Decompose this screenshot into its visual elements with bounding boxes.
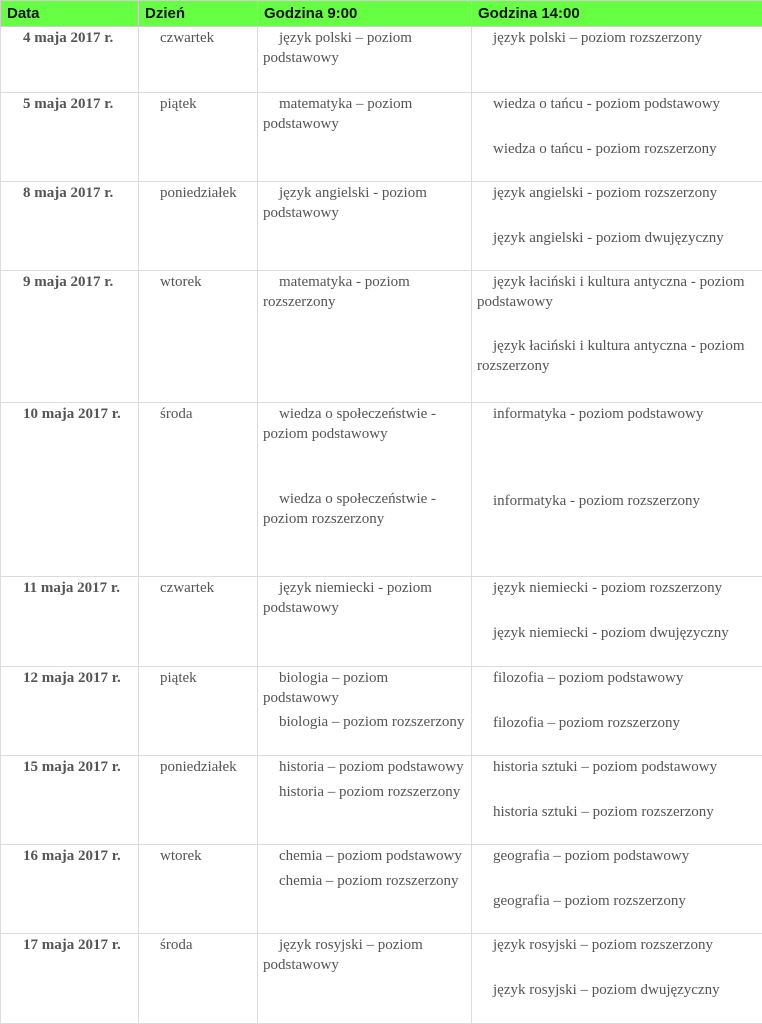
date-cell: 11 maja 2017 r.	[1, 577, 139, 667]
afternoon-cell	[472, 667, 762, 756]
afternoon-cell	[472, 577, 762, 667]
afternoon-cell	[472, 27, 762, 93]
date-cell: 12 maja 2017 r.	[1, 667, 139, 756]
day-cell: piątek	[139, 93, 258, 182]
header-date: Data	[1, 1, 139, 27]
table-row	[1, 93, 762, 182]
afternoon-cell	[472, 271, 762, 403]
exam-entry: biologia – poziom podstawowy	[263, 670, 389, 706]
exam-entry: język rosyjski – poziom podstawowy	[263, 937, 423, 973]
header-morning: Godzina 9:00	[258, 1, 472, 27]
exam-entry: matematyka - poziom rozszerzony	[263, 274, 410, 310]
date-cell: 10 maja 2017 r.	[1, 403, 139, 577]
exam-entry: historia – poziom podstawowy	[279, 759, 464, 775]
exam-entry: chemia – poziom rozszerzony	[279, 872, 459, 889]
table-row	[1, 577, 762, 667]
exam-entry: wiedza o tańcu - poziom rozszerzony	[493, 140, 717, 157]
header-row	[1, 1, 762, 27]
exam-entry: geografia – poziom podstawowy	[493, 848, 690, 864]
date-cell: 5 maja 2017 r.	[1, 93, 139, 182]
exam-entry: informatyka - poziom podstawowy	[493, 406, 704, 422]
exam-entry: historia sztuki – poziom podstawowy	[493, 759, 718, 775]
morning-cell	[258, 403, 472, 577]
table-row	[1, 182, 762, 271]
day-cell: poniedziałek	[139, 182, 258, 271]
exam-entry: informatyka - poziom rozszerzony	[493, 492, 701, 509]
exam-entry: język łaciński i kultura antyczna - poziom rozszerzony	[477, 338, 745, 374]
afternoon-cell	[472, 934, 762, 1024]
table-row	[1, 667, 762, 756]
morning-cell	[258, 577, 472, 667]
exam-entry: wiedza o społeczeństwie - poziom podstawowy	[263, 406, 437, 442]
afternoon-cell	[472, 403, 762, 577]
exam-entry: język angielski - poziom rozszerzony	[493, 185, 718, 201]
date-cell: 15 maja 2017 r.	[1, 756, 139, 845]
header-day: Dzień	[139, 1, 258, 27]
exam-entry: język rosyjski – poziom rozszerzony	[493, 937, 713, 953]
date-cell: 4 maja 2017 r.	[1, 27, 139, 93]
date-cell: 8 maja 2017 r.	[1, 182, 139, 271]
table-row	[1, 27, 762, 93]
exam-entry: chemia – poziom podstawowy	[279, 848, 462, 864]
date-cell: 16 maja 2017 r.	[1, 845, 139, 934]
exam-entry: historia – poziom rozszerzony	[279, 783, 461, 800]
afternoon-cell	[472, 845, 762, 934]
day-cell: czwartek	[139, 577, 258, 667]
exam-entry: biologia – poziom rozszerzony	[279, 714, 465, 730]
exam-entry: język angielski - poziom dwujęzyczny	[493, 229, 724, 246]
exam-entry: filozofia – poziom podstawowy	[493, 670, 684, 686]
morning-cell	[258, 934, 472, 1024]
day-cell: poniedziałek	[139, 756, 258, 845]
exam-entry: język polski – poziom rozszerzony	[493, 30, 703, 46]
afternoon-cell	[472, 756, 762, 845]
exam-entry: język łaciński i kultura antyczna - poziom podstawowy	[477, 274, 745, 310]
date-cell: 9 maja 2017 r.	[1, 271, 139, 403]
morning-cell	[258, 667, 472, 756]
exam-entry: wiedza o społeczeństwie - poziom rozszerzony	[263, 491, 437, 527]
exam-entry: język niemiecki - poziom podstawowy	[263, 580, 432, 616]
table-row	[1, 845, 762, 934]
exam-entry: historia sztuki – poziom rozszerzony	[493, 803, 714, 820]
day-cell: wtorek	[139, 271, 258, 403]
morning-cell	[258, 182, 472, 271]
exam-entry: geografia – poziom rozszerzony	[493, 892, 686, 909]
exam-entry: język niemiecki - poziom dwujęzyczny	[493, 624, 729, 641]
exam-entry: język angielski - poziom podstawowy	[263, 185, 427, 221]
exam-entry: język rosyjski – poziom dwujęzyczny	[493, 981, 720, 998]
day-cell: wtorek	[139, 845, 258, 934]
day-cell: piątek	[139, 667, 258, 756]
exam-entry: matematyka – poziom podstawowy	[263, 96, 413, 132]
exam-entry: język polski – poziom podstawowy	[263, 30, 412, 66]
day-cell: czwartek	[139, 27, 258, 93]
exam-entry: filozofia – poziom rozszerzony	[493, 714, 681, 731]
table-row	[1, 756, 762, 845]
morning-cell	[258, 271, 472, 403]
morning-cell	[258, 845, 472, 934]
afternoon-cell	[472, 182, 762, 271]
afternoon-cell	[472, 93, 762, 182]
morning-cell	[258, 93, 472, 182]
table-row	[1, 934, 762, 1024]
exam-entry: wiedza o tańcu - poziom podstawowy	[493, 96, 721, 112]
table-row	[1, 403, 762, 577]
morning-cell	[258, 27, 472, 93]
morning-cell	[258, 756, 472, 845]
date-cell: 17 maja 2017 r.	[1, 934, 139, 1024]
day-cell: środa	[139, 403, 258, 577]
day-cell: środa	[139, 934, 258, 1024]
exam-entry: język niemiecki - poziom rozszerzony	[493, 580, 723, 596]
header-afternoon: Godzina 14:00	[472, 1, 762, 27]
table-row	[1, 271, 762, 403]
